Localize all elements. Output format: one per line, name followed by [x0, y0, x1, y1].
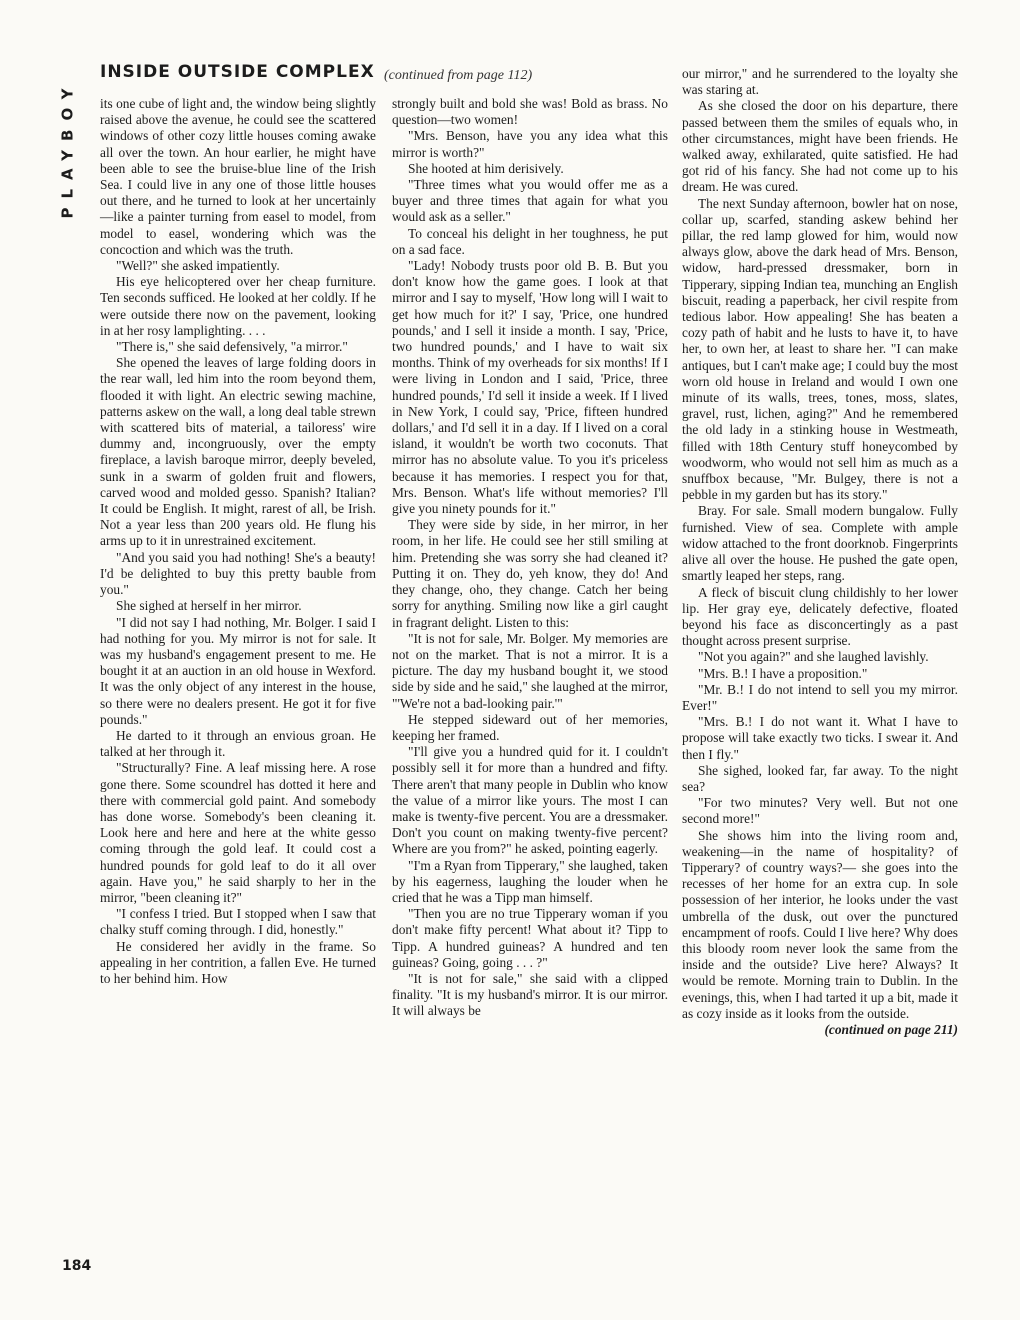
paragraph: They were side by side, in her mirror, in her room, in her life. He could see her still smiling at him. Pretending she was sorry she had cleaned it? Putting it on. They do, yeh know, they do! And they change, oho, they change. Catch her being sorry for anything. Smiling now like a girl caught in fragrant delight. Listen to this: — [392, 517, 668, 630]
paragraph: "There is," she said defensively, "a mirror." — [116, 339, 348, 355]
text-column-2 — [392, 96, 668, 1020]
paragraph: "Not you again?" and she laughed lavishly. — [698, 649, 929, 665]
paragraph: A fleck of biscuit clung childishly to her lower lip. Her gray eye, delicately defective, floated beyond his face as disconcertingly as a past thought across present surprise. — [682, 584, 958, 649]
magazine-name-vertical — [56, 64, 80, 234]
text-column-3 — [682, 66, 958, 1038]
paragraph: "Well?" she asked impatiently. — [116, 258, 280, 274]
paragraph: "Lady! Nobody trusts poor old B. B. But you don't know how the game goes. I look at that mirror and I say to myself, 'How long will I wait to get how much for it?' I say, 'Price, one hundred pounds,' and I sell it inside a month. I say, 'Price, two hundred pounds,' and I have to wait six months. Think of my overheads for six months! If I were living in London and I said, 'Price, three hundred pounds,' I'd sell it inside a week. If I lived in New York, I could say, 'Price, fifteen hundred dollars,' and I'd sell it in a day. If I lived on a coral island, it wouldn't be worth two coconuts. That mirror has no absolute value. To you it's priceless because it has memories. I respect you for that, Mrs. Benson. What's life without memories? I'll give you ninety pounds for it." — [392, 258, 668, 517]
paragraph: "I'll give you a hundred quid for it. I couldn't possibly sell it for more than a hundred and fifty. There aren't that many people in Dublin who know the value of a mirror like yours. The most I can make is twenty-five percent. You are a dressmaker. Don't you count on making twenty-five percent? Where are you from?" he asked, pointing eagerly. — [392, 744, 668, 857]
paragraph: She shows him into the living room and, weakening—in the name of hospitality? of Tipperary? of country ways?— she goes into the recesses of her home for an extra cup. In sole possession of her interior, he looks under the vast umbrella of the dusk, out over the punctured encampment of roofs. Could I live here? Why does this bloody room never look the same from the inside and the outside? Live here? Always? It would be remote. Morning train to Dublin. In the evenings, this, when I had tarted it up a bit, made it as cozy inside as it looks from the outside. — [682, 827, 958, 1021]
paragraph: "I did not say I had nothing, Mr. Bolger. I said I had nothing for you. My mirror is not for sale. It was my husband's engagement present to me. He bought it at an auction in an old house in Wexford. It was the only object of any interest in the house, so there were no dealers present. He got it for five pounds." — [100, 614, 376, 727]
paragraph: He considered her avidly in the frame. So appealing in her contrition, a fallen Eve. He turned to her behind him. How — [100, 938, 376, 986]
paragraph: our mirror," and he surrendered to the loyalty she was staring at. — [682, 66, 958, 98]
paragraph: "Mr. B.! I do not intend to sell you my mirror. Ever!" — [682, 681, 958, 713]
paragraph: As she closed the door on his departure, there passed between them the smiles of equals who, in other circumstances, might have been friends. He walked away, exhilarated, quite satisfied. He had got rid of his fancy. She had not come up to his dream. He was cured. — [682, 98, 958, 195]
paragraph: "Then you are no true Tipperary woman if you don't make fifty percent! What about it? Tipp to Tipp. A hundred guineas? A hundred and ten guineas? Going, going . . . ?" — [392, 906, 668, 970]
continued-on-note: (continued on page 211) — [824, 1021, 958, 1037]
paragraph: The next Sunday afternoon, bowler hat on nose, collar up, scarfed, standing askew behind her pillar, the red lamp glowed for him, would now always glow, above the dark head of Mrs. Benson, widow, hard-pressed dressmaker, born in Tipperary, sipping Indian tea, munching an English biscuit, reading a paperback, her civil respite from tedious labor. How appealing! She has beaten a cozy path of habit and he lusts to have it, to have her, to own her, at least to share her. "I can make antiques, but I can't make age; I could buy the most worn old house in Ireland and would I own one minute of its walls, trees, tones, moss, slates, gravel, rust, lichen, aging?" And he remembered the old lady in a stinking house in Westmeath, filled with 18th Century stuff honeycombed by woodworm, who would not sell him as much as a snuffbox because, "Mr. Bulgey, there is not a pebble in my garden but has its story." — [682, 195, 958, 503]
paragraph: She hooted at him derisively. — [408, 160, 564, 176]
paragraph: He darted to it through an envious groan. He talked at her through it. — [100, 727, 376, 760]
paragraph: To conceal his delight in her toughness, he put on a sad face. — [392, 225, 668, 257]
paragraph: His eye helicoptered over her cheap furniture. Ten seconds sufficed. He looked at her coldly. If he were outside there now on the pavement, looking in at her rosy lamplighting. . . . — [100, 274, 376, 338]
paragraph: "Mrs. B.! I have a proposition." — [698, 665, 868, 681]
magazine-name-text: PLAYBOY — [59, 79, 78, 219]
paragraph: She sighed at herself in her mirror. — [116, 598, 302, 614]
page-number: 184 — [62, 1258, 92, 1274]
paragraph: "Mrs. Benson, have you any idea what this mirror is worth?" — [392, 128, 668, 160]
paragraph: "It is not for sale, Mr. Bolger. My memories are not on the market. That is not a mirror. It is a picture. The day my husband bought it, we stood side by side and he said," she laughed at the mirror, "'We're not a bad-looking pair.'" — [392, 630, 668, 711]
paragraph: "For two minutes? Very well. But not one second more!" — [682, 795, 958, 827]
paragraph: He stepped sideward out of her memories, keeping her framed. — [392, 711, 668, 743]
paragraph: "And you said you had nothing! She's a beauty! I'd be delighted to buy this pretty bauble from you." — [100, 549, 376, 598]
paragraph: "Structurally? Fine. A leaf missing here. A rose gone there. Some scoundrel has dotted it here and there with commercial gold paint. And somebody has done worse. Somebody's been cleaning it. Look here and here and here at the white gesso coming through the gold leaf. It could cost a hundred pounds for gold leaf to do it all over again. Have you," he said sharply to her in the mirror, "been cleaning it?" — [100, 760, 376, 905]
paragraph: Bray. For sale. Small modern bungalow. Fully furnished. View of sea. Complete with ample widow attached to the front doorknob. Fingerprints alive all over the house. He pushed the gate open, smartly leaped her steps, rang. — [682, 503, 958, 584]
continued-from-note: (continued from page 112) — [384, 68, 533, 83]
paragraph: its one cube of light and, the window being slightly raised above the avenue, he could see the scattered windows of other cozy little houses coming awake all over the town. An hour earlier, he might have been able to see the bruise-blue line of the Irish Sea. I could live in any one of those little houses out there, and he turned to look at her uncertainly —like a painter turning from easel to model, from model to easel, wondering which was the concoction and which was the truth. — [100, 96, 376, 257]
text-column-1 — [100, 96, 376, 987]
paragraph: She sighed, looked far, far away. To the night sea? — [682, 762, 958, 794]
paragraph: "Three times what you would offer me as a buyer and three times that again for what you would ask as a seller." — [392, 177, 668, 225]
paragraph: "I'm a Ryan from Tipperary," she laughed, taken by his eagerness, laughing the louder when he cried that he was a Tipp man himself. — [392, 857, 668, 905]
paragraph: "It is not for sale," she said with a clipped finality. "It is my husband's mirror. It is our mirror. It will always be — [392, 970, 668, 1019]
paragraph: She opened the leaves of large folding doors in the rear wall, led him into the room beyond them, flooded it with light. An electric sewing machine, patterns askew on the wall, a long deal table strewn with scattered bits of material, a tailoress' wire dummy and, incongruously, over the empty fireplace, a lavish baroque mirror, deeply beveled, sunk in a swarm of golden fruit and flowers, carved wood and molded gesso. Spanish? Italian? It could be English. It might, rarest of all, be Irish. Not a year less than 200 years old. He flung his arms up to it in unrestrained excitement. — [100, 355, 376, 549]
paragraph: "I confess I tried. But I stopped when I saw that chalky stuff coming through. I did, honestly." — [100, 906, 376, 938]
paragraph: strongly built and bold she was! Bold as brass. No question—two women! — [392, 96, 668, 128]
article-headline: INSIDE OUTSIDE COMPLEX — [100, 62, 375, 82]
paragraph: "Mrs. B.! I do not want it. What I have to propose will take exactly two ticks. I swear it. And then I fly." — [682, 714, 958, 762]
